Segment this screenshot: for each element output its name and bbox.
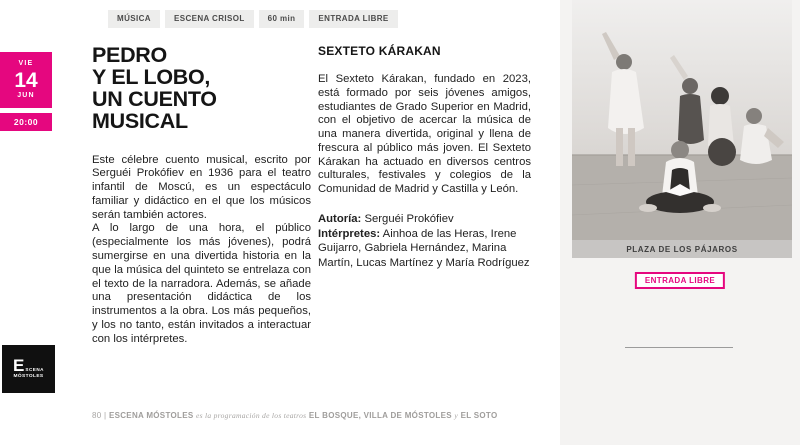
free-admission-button[interactable]: ENTRADA LIBRE <box>635 272 725 289</box>
credit-label-author: Autoría: <box>318 213 362 226</box>
performers-photo <box>572 0 792 240</box>
event-day-name: VIE <box>18 60 34 68</box>
description-paragraph: A lo largo de una hora, el público (especialmente los más jóvenes), podrá sumergirse en una divertida historia en la que la música del quinteto se entrelaza con el texto de la narradora. Además, se añade una presentación didáctica de los instrumentos a la obra. Los más pequeños, y los no tanto, están invitados a interactuar con los intérpretes. <box>92 222 311 345</box>
footer-separator: | <box>104 411 107 420</box>
company-bio: El Sexteto Kárakan, fundado en 2023, está formado por seis jóvenes amigos, estudiantes de Grado Superior en Madrid, con el objetivo de acercar la música de una manera divertida, original y llena de frescura al público más joven. El Sexteto Kárakan ha actuado en diversos centros culturales, festivales y colegios de la Comunidad de Madrid y Castilla y León. <box>318 73 531 196</box>
venue-caption-strip <box>572 240 792 258</box>
event-day-number: 14 <box>14 68 38 92</box>
company-column <box>318 44 531 271</box>
page-footer <box>92 411 498 420</box>
tag-program: ESCENA CRISOL <box>165 10 254 28</box>
escena-mostoles-logo <box>2 345 55 393</box>
event-tags <box>108 10 398 28</box>
panel-divider-line <box>625 347 733 348</box>
event-title-line: MUSICAL <box>92 109 188 134</box>
event-time: 20:00 <box>13 117 39 127</box>
logo-initial: E <box>13 355 25 375</box>
venue-panel <box>560 0 800 445</box>
credit-label-performers: Intérpretes: <box>318 227 381 240</box>
event-title-line: Y EL LOBO, <box>92 65 211 90</box>
footer-theaters-1: EL BOSQUE, VILLA DE MÓSTOLES <box>308 411 452 420</box>
footer-tagline: es la programación de los teatros <box>196 411 307 420</box>
venue-name: PLAZA DE LOS PÁJAROS <box>626 244 738 254</box>
event-time-block <box>0 113 52 131</box>
event-main-column <box>92 44 311 347</box>
page-number: 80 <box>92 411 102 420</box>
event-date-block <box>0 52 52 108</box>
logo-city: MÓSTOLES <box>13 374 44 380</box>
logo-rest: SCENA <box>25 367 44 373</box>
footer-brand: ESCENA MÓSTOLES <box>108 411 194 420</box>
credit-value-performers: Ainhoa de las Heras, Irene Guijarro, Gabriela Hernández, Marina Martín, Lucas Martínez y María Rodríguez <box>318 227 530 270</box>
logo-wordmark <box>13 355 44 375</box>
company-name: SEXTETO KÁRAKAN <box>318 44 441 58</box>
tag-duration: 60 min <box>259 10 305 28</box>
event-title-line: PEDRO <box>92 43 167 67</box>
event-month: JUN <box>17 91 35 99</box>
footer-theaters-2: EL SOTO <box>460 411 498 420</box>
event-title-line: UN CUENTO <box>92 87 217 112</box>
event-title <box>92 44 311 133</box>
credits-block <box>318 212 531 271</box>
event-description <box>92 154 311 347</box>
description-paragraph: Este célebre cuento musical, escrito por Serguéi Prokófiev en 1936 para el teatro infantil de Moscú, es un espectáculo familiar y didáctico en el que los músicos serán también actores. <box>92 153 311 221</box>
tag-genre: MÚSICA <box>108 10 160 28</box>
tag-admission: ENTRADA LIBRE <box>309 10 397 28</box>
footer-conjunction: y <box>454 411 459 420</box>
credit-value-author: Serguéi Prokófiev <box>364 213 454 226</box>
